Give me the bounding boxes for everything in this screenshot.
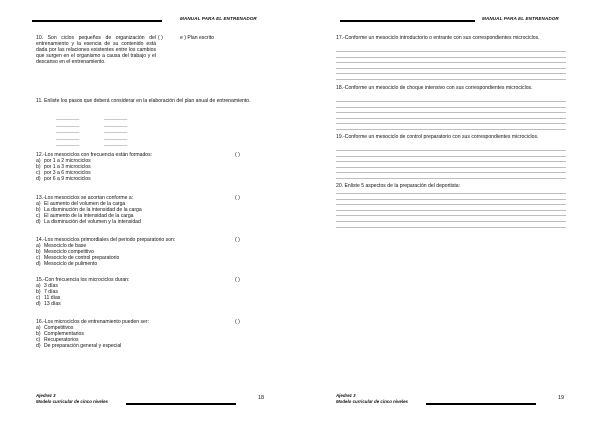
question-10-answer-box[interactable]: ( ) — [158, 35, 163, 41]
option-text: De preparación general y especial — [44, 342, 122, 349]
answer-line[interactable] — [336, 62, 566, 63]
question-stem: 14.-Los mesociclos primordiales del periodo preparatorio son: — [36, 237, 176, 243]
answer-box[interactable]: ( ) — [235, 277, 240, 283]
option-text: Competitivos — [44, 324, 74, 331]
answer-blank[interactable]: ____________ — [56, 141, 80, 146]
answer-option — [36, 220, 266, 226]
answer-line[interactable] — [336, 221, 566, 222]
page-number: 18 — [258, 395, 265, 401]
question-11-text: 11. Enliste los pasos que deberá considerar en la elaboración del plan anual de entrenamiento. — [36, 98, 251, 104]
answer-blank[interactable]: ____________ — [104, 128, 128, 133]
option-text: por 1 a 2 microciclos — [44, 157, 91, 164]
question-10-answer: e ) Plan escrito — [180, 35, 214, 41]
answer-box[interactable]: ( ) — [235, 195, 240, 201]
option-letter: d) — [36, 342, 41, 349]
header-title: MANUAL PARA EL ENTRENADOR — [180, 16, 257, 21]
answer-line[interactable] — [336, 210, 566, 211]
answer-line[interactable] — [336, 73, 566, 74]
option-letter: d) — [36, 218, 41, 225]
answer-blank[interactable]: ____________ — [56, 134, 80, 140]
question-stem: 13.-Los mesociclos se acortan conforme a: — [36, 195, 134, 201]
option-letter: c) — [36, 294, 41, 301]
option-letter: c) — [36, 169, 41, 176]
answer-option — [36, 262, 266, 268]
answer-blank[interactable]: ____________ — [104, 115, 128, 120]
option-letter: a) — [36, 324, 41, 331]
answer-option — [36, 302, 266, 308]
right-page — [300, 0, 600, 424]
footer-line-2: Modelo curricular de cinco niveles — [36, 399, 108, 404]
question-10-text: 10. Son ciclos pequeños de organización del entrenamiento y la esencia de su contenido está dada por las relaciones existentes entre los cambios que surgen en el organismo a causa del trabajo y el descanso en el entrenamiento. — [36, 35, 156, 65]
option-text: 3 días — [44, 282, 58, 289]
answer-box[interactable]: ( ) — [235, 237, 240, 243]
header-rule — [32, 20, 162, 22]
option-text: El aumento de la intensidad de la carga — [44, 212, 134, 219]
header-rule — [340, 20, 475, 22]
page-number: 19 — [558, 395, 565, 401]
answer-blank[interactable]: ____________ — [56, 128, 80, 133]
option-text: Mesociclo de base — [44, 242, 87, 249]
question-17-text: 17.-Conforme un mesociclo introductorio o entrante con sus correspondientes microciclos. — [336, 35, 540, 41]
option-text: por 6 a 9 microciclos — [44, 175, 91, 182]
footer-line-1: Ajedrez 3 — [36, 393, 56, 398]
answer-line[interactable] — [336, 204, 566, 205]
answer-line[interactable] — [336, 79, 566, 80]
option-text: 11 días — [44, 294, 61, 301]
answer-line[interactable] — [336, 199, 566, 200]
answer-line[interactable] — [336, 112, 566, 113]
answer-blank[interactable]: ____________ — [104, 134, 128, 140]
answer-box[interactable]: ( ) — [235, 319, 240, 325]
answer-line[interactable] — [336, 215, 566, 216]
answer-line[interactable] — [336, 101, 566, 102]
answer-line[interactable] — [336, 57, 566, 58]
option-letter: c) — [36, 254, 41, 261]
question-19-text: 19.-Conforme un mesociclo de control preparatorio con sus correspondientes microciclos. — [336, 134, 539, 140]
answer-line[interactable] — [336, 150, 566, 151]
option-text: Complementarios — [44, 330, 84, 337]
answer-line[interactable] — [336, 156, 566, 157]
answer-line[interactable] — [336, 118, 566, 119]
answer-line[interactable] — [336, 129, 566, 130]
question-stem: 12.-Los mesociclos con frecuencia están formados: — [36, 152, 153, 158]
answer-blank[interactable]: ____________ — [56, 121, 80, 127]
question-15 — [36, 278, 266, 308]
option-text: Mesociclo de pulimento — [44, 260, 98, 267]
question-18-text: 18.-Conforme un mesociclo de choque intensivo con sus correspondientes microciclos. — [336, 85, 533, 91]
option-text: La disminución del volumen y la intensidad — [44, 218, 141, 225]
answer-blank[interactable]: ____________ — [104, 121, 128, 127]
answer-blank[interactable]: ____________ — [104, 141, 128, 146]
question-stem: 16.-Los microciclos de entrenamiento pueden ser: — [36, 319, 149, 325]
answer-line[interactable] — [336, 68, 566, 69]
option-letter: a) — [36, 242, 41, 249]
footer-line-1: Ajedrez 3 — [336, 393, 356, 398]
option-text: El aumento del volumen de la carga — [44, 200, 126, 207]
option-letter: b) — [36, 206, 41, 213]
option-letter: d) — [36, 260, 41, 267]
answer-line[interactable] — [336, 193, 566, 194]
question-16 — [36, 320, 266, 350]
question-20-text: 20. Enliste 5 aspectos de la preparación del deportista: — [336, 183, 461, 189]
answer-line[interactable] — [336, 161, 566, 162]
answer-option — [36, 177, 266, 183]
answer-line[interactable] — [336, 51, 566, 52]
answer-line[interactable] — [336, 167, 566, 168]
option-letter: b) — [36, 163, 41, 170]
option-letter: b) — [36, 248, 41, 255]
option-text: por 1 a 3 microciclos — [44, 163, 91, 170]
question-stem: 15.-Con frecuencia los microciclos duran: — [36, 277, 130, 283]
option-text: 7 días — [44, 288, 58, 295]
option-letter: b) — [36, 288, 41, 295]
answer-line[interactable] — [336, 227, 566, 228]
answer-box[interactable]: ( ) — [235, 152, 240, 158]
answer-blank[interactable]: ____________ — [56, 115, 80, 120]
answer-line[interactable] — [336, 172, 566, 173]
option-text: Recuperatorios — [44, 336, 79, 343]
footer-rule — [426, 403, 536, 405]
option-text: por 3 a 6 microciclos — [44, 169, 91, 176]
option-text: 13 días — [44, 300, 61, 307]
option-letter: d) — [36, 300, 41, 307]
footer-text — [36, 393, 108, 405]
option-letter: a) — [36, 157, 41, 164]
question-12 — [36, 153, 266, 183]
option-text: Mesociclo de control preparatorio — [44, 254, 120, 261]
footer-text — [336, 393, 408, 405]
option-letter: c) — [36, 212, 41, 219]
header-title: MANUAL PARA EL ENTRENADOR — [482, 16, 559, 21]
option-letter: b) — [36, 330, 41, 337]
option-letter: c) — [36, 336, 41, 343]
question-14 — [36, 238, 266, 268]
option-text: Mesociclo competitivo — [44, 248, 94, 255]
answer-line[interactable] — [336, 107, 566, 108]
answer-line[interactable] — [336, 123, 566, 124]
footer-rule — [126, 403, 236, 405]
option-letter: a) — [36, 282, 41, 289]
option-letter: d) — [36, 175, 41, 182]
question-13 — [36, 196, 266, 226]
answer-option — [36, 344, 266, 350]
option-text: La disminución de la intensidad de la carga — [44, 206, 142, 213]
answer-line[interactable] — [336, 178, 566, 179]
option-letter: a) — [36, 200, 41, 207]
footer-line-2: Modelo curricular de cinco niveles — [336, 399, 408, 404]
